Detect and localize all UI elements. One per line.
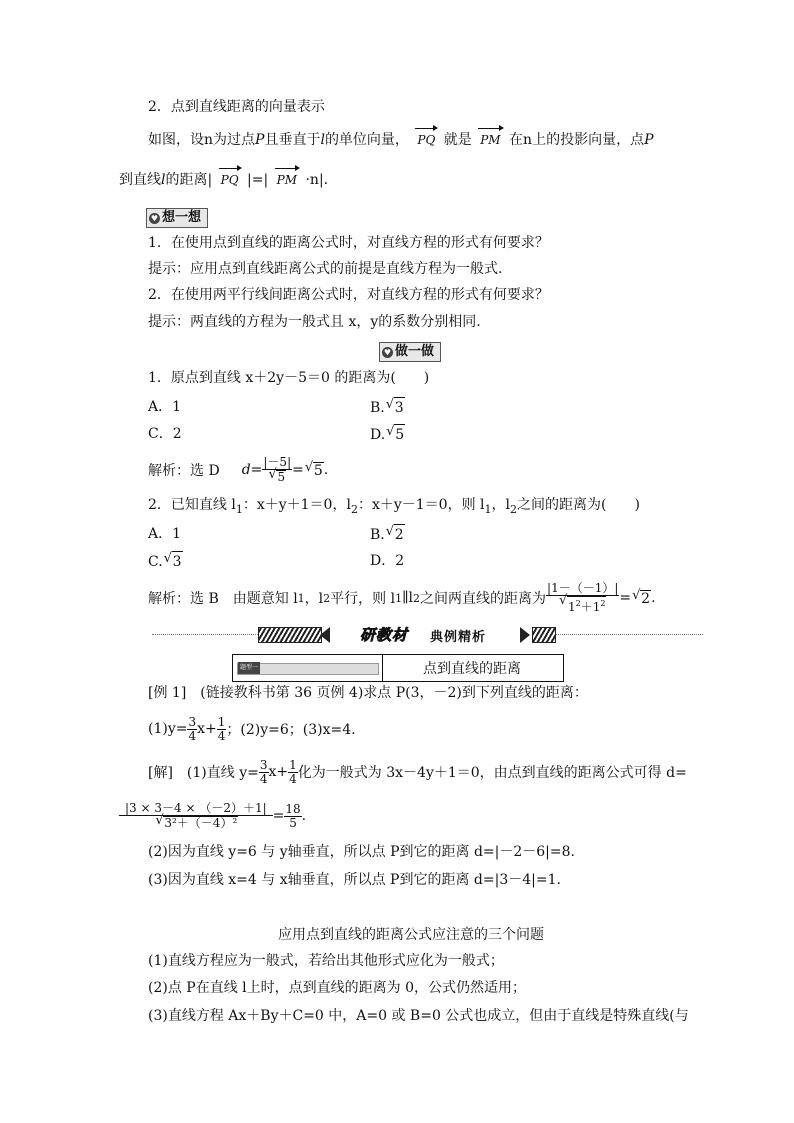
text: ，l xyxy=(491,497,510,513)
banner-left-title: 研教材 xyxy=(360,626,409,644)
text: = xyxy=(292,462,304,478)
text: 2．已知直线 l xyxy=(148,497,236,513)
denominator xyxy=(119,816,273,830)
option-b xyxy=(370,524,405,545)
solution-line-3: (3)因为直线 x=4 与 x轴垂直，所以点 P到它的距离 d=|3－4|=1. xyxy=(148,872,561,888)
think-tag-label: 想一想 xyxy=(162,210,202,225)
exercise-1-stem: 1．原点到直线 x＋2y－5＝0 的距离为( ) xyxy=(148,370,430,386)
text: ∥l xyxy=(402,590,414,606)
option-label: B. xyxy=(370,400,385,416)
subscript: 2 xyxy=(509,502,517,516)
option-a: A．1 xyxy=(148,526,182,542)
example-title: [例 1] (链接教科书第 36 页例 4)求点 P(3，－2)到下列直线的距离： xyxy=(148,685,588,701)
numerator: |3 × 3－4 × （－2）＋1| xyxy=(119,802,273,816)
vector-pm: PM xyxy=(476,130,504,150)
text: P xyxy=(255,132,265,148)
sqrt: √ 5 xyxy=(394,424,405,445)
text: l xyxy=(320,132,325,148)
text: ＋1 xyxy=(580,600,601,614)
divider xyxy=(555,634,703,635)
question-2: 2．在使用两平行线间距离公式时，对直线方程的形式有何要求？ xyxy=(148,287,549,303)
numerator: 18 xyxy=(285,801,301,816)
text: 之间两直线的距离为 xyxy=(420,591,547,607)
text: (1)y= xyxy=(148,721,188,737)
note-2: (2)点 P在直线 l上时，点到直线的距离为 0，公式仍然适用； xyxy=(148,980,526,996)
text: 如图，设n为过点 xyxy=(148,132,256,148)
text: ：x＋y－1＝0，则 l xyxy=(357,497,485,513)
vector-pq: PQ xyxy=(217,170,243,190)
banner-arrow-right-icon xyxy=(520,627,530,643)
notes-title: 应用点到直线的距离公式应注意的三个问题 xyxy=(278,927,544,943)
fraction xyxy=(288,759,298,786)
heart-icon: ♥ xyxy=(383,348,392,357)
banner-hatch-left xyxy=(258,627,322,643)
do-tag xyxy=(379,342,441,362)
numerator: 3 xyxy=(188,714,197,729)
subscript: 2 xyxy=(413,591,421,605)
think-tag xyxy=(146,208,208,228)
denominator xyxy=(262,470,292,484)
option-a: A．1 xyxy=(148,399,182,415)
subscript: 2 xyxy=(323,591,331,605)
fraction xyxy=(259,759,269,786)
vector-pq: PQ xyxy=(413,130,439,150)
sqrt: √ 2 xyxy=(640,590,651,607)
denominator: 4 xyxy=(188,728,197,743)
denominator: 5 xyxy=(289,815,297,830)
sqrt: √ 5 xyxy=(313,462,324,479)
text: x+ xyxy=(268,764,289,780)
banner-right-title: 典例精析 xyxy=(430,630,487,645)
text: 的距离| xyxy=(165,172,213,188)
hint-1: 提示：应用点到直线距离公式的前提是直线方程为一般式. xyxy=(148,261,503,277)
text: ：x＋y＋1＝0，l xyxy=(242,497,351,513)
text: 的单位向量， xyxy=(324,132,409,148)
sqrt: √ 2 xyxy=(394,524,405,545)
denominator: 4 xyxy=(289,771,297,786)
text: l xyxy=(161,172,166,188)
topic-tag-bar xyxy=(237,663,379,675)
numerator: 3 xyxy=(259,757,268,772)
option-label: C. xyxy=(148,554,163,570)
fraction xyxy=(546,582,619,614)
example-items xyxy=(148,709,356,749)
option-c: C．2 xyxy=(148,426,182,442)
option-b xyxy=(370,397,405,418)
topic-tag: 题型一 xyxy=(238,662,260,674)
fraction xyxy=(284,803,301,830)
solution-line-2: (2)因为直线 y=6 与 y轴垂直，所以点 P到它的距离 d=|－2－6|=8. xyxy=(148,844,575,860)
sqrt: √ 5 xyxy=(276,470,286,484)
topic-title: 点到直线的距离 xyxy=(423,661,521,677)
denominator xyxy=(546,596,619,614)
text: = xyxy=(272,808,285,824)
fraction xyxy=(187,716,197,743)
text: 就是 xyxy=(443,132,472,148)
hint-2: 提示：两直线的方程为一般式且 x，y的系数分别相同. xyxy=(148,314,481,330)
solution-line-1 xyxy=(148,752,687,792)
text: 1 xyxy=(567,600,576,614)
banner-arrow-left-icon xyxy=(320,627,330,643)
banner-hatch-right xyxy=(532,627,556,643)
paragraph-line-2 xyxy=(119,170,328,190)
text: = xyxy=(619,590,632,606)
text: P xyxy=(644,132,654,148)
text: ；(2)y=6；(3)x=4. xyxy=(226,722,356,738)
text: 到直线 xyxy=(119,172,161,188)
text: [解] (1)直线 y= xyxy=(148,765,259,781)
text: 之间的距离为( ) xyxy=(516,497,640,513)
superscript: 2 xyxy=(575,599,581,608)
section-title: 2．点到直线距离的向量表示 xyxy=(148,99,325,115)
exercise-2-stem xyxy=(148,495,640,520)
text: ·n|. xyxy=(305,172,329,188)
subscript: 1 xyxy=(235,502,243,516)
paragraph-line-1 xyxy=(148,130,654,150)
text: . xyxy=(323,462,329,478)
heart-icon: ♥ xyxy=(150,214,159,223)
option-label: D. xyxy=(370,427,386,443)
sqrt xyxy=(567,596,606,614)
numerator: 1 xyxy=(217,714,226,729)
subscript: 1 xyxy=(484,502,492,516)
do-tag-label: 做一做 xyxy=(395,344,435,359)
question-1: 1．在使用点到直线的距离公式时，对直线方程的形式有何要求？ xyxy=(148,235,549,251)
text: 且垂直于 xyxy=(264,132,321,148)
text: 平行，则 l xyxy=(330,591,396,607)
text: = xyxy=(250,462,263,478)
subscript: 2 xyxy=(350,502,358,516)
topic-box xyxy=(232,654,564,682)
topic-divider xyxy=(382,655,383,681)
text: 在n上的投影向量，点 xyxy=(509,132,645,148)
exercise-1-solution xyxy=(148,450,328,490)
exercise-2-solution xyxy=(148,578,656,618)
option-c xyxy=(148,551,183,572)
note-3: (3)直线方程 Ax＋By＋C=0 中，A=0 或 B=0 公式也成立，但由于直线是特殊直线(与 xyxy=(148,1008,689,1024)
sqrt: √ 3 xyxy=(172,551,183,572)
text: x+ xyxy=(197,721,217,737)
text: ，l xyxy=(304,591,324,607)
solution-formula xyxy=(119,796,306,836)
text: . xyxy=(301,808,307,824)
sqrt: √ 3 xyxy=(394,397,405,418)
divider xyxy=(152,634,258,635)
numerator: 1 xyxy=(289,757,297,772)
numerator: |1－（－1）| xyxy=(547,581,619,595)
text: 解析：选 D xyxy=(148,463,234,479)
text: . xyxy=(651,590,656,606)
subscript: 1 xyxy=(297,591,305,605)
fraction xyxy=(262,456,292,484)
superscript: 2 xyxy=(600,599,606,608)
note-1: (1)直线方程应为一般式，若给出其他形式应化为一般式； xyxy=(148,953,504,969)
text: 化为一般式为 3x－4y＋1＝0，由点到直线的距离公式可得 d= xyxy=(297,765,687,781)
text: |=| xyxy=(247,172,269,188)
fraction xyxy=(119,802,273,830)
option-d: D．2 xyxy=(370,553,405,569)
text: d xyxy=(241,462,251,478)
fraction xyxy=(217,716,227,743)
option-d xyxy=(370,424,405,445)
sqrt: √ 3²＋（－4）² xyxy=(163,816,238,830)
denominator: 4 xyxy=(217,728,226,743)
vector-pm: PM xyxy=(273,170,301,190)
subscript: 1 xyxy=(395,591,403,605)
denominator: 4 xyxy=(259,771,268,786)
option-label: B. xyxy=(370,527,385,543)
text: 解析：选 B 由题意知 l xyxy=(148,591,298,607)
numerator: |－5| xyxy=(263,455,292,469)
